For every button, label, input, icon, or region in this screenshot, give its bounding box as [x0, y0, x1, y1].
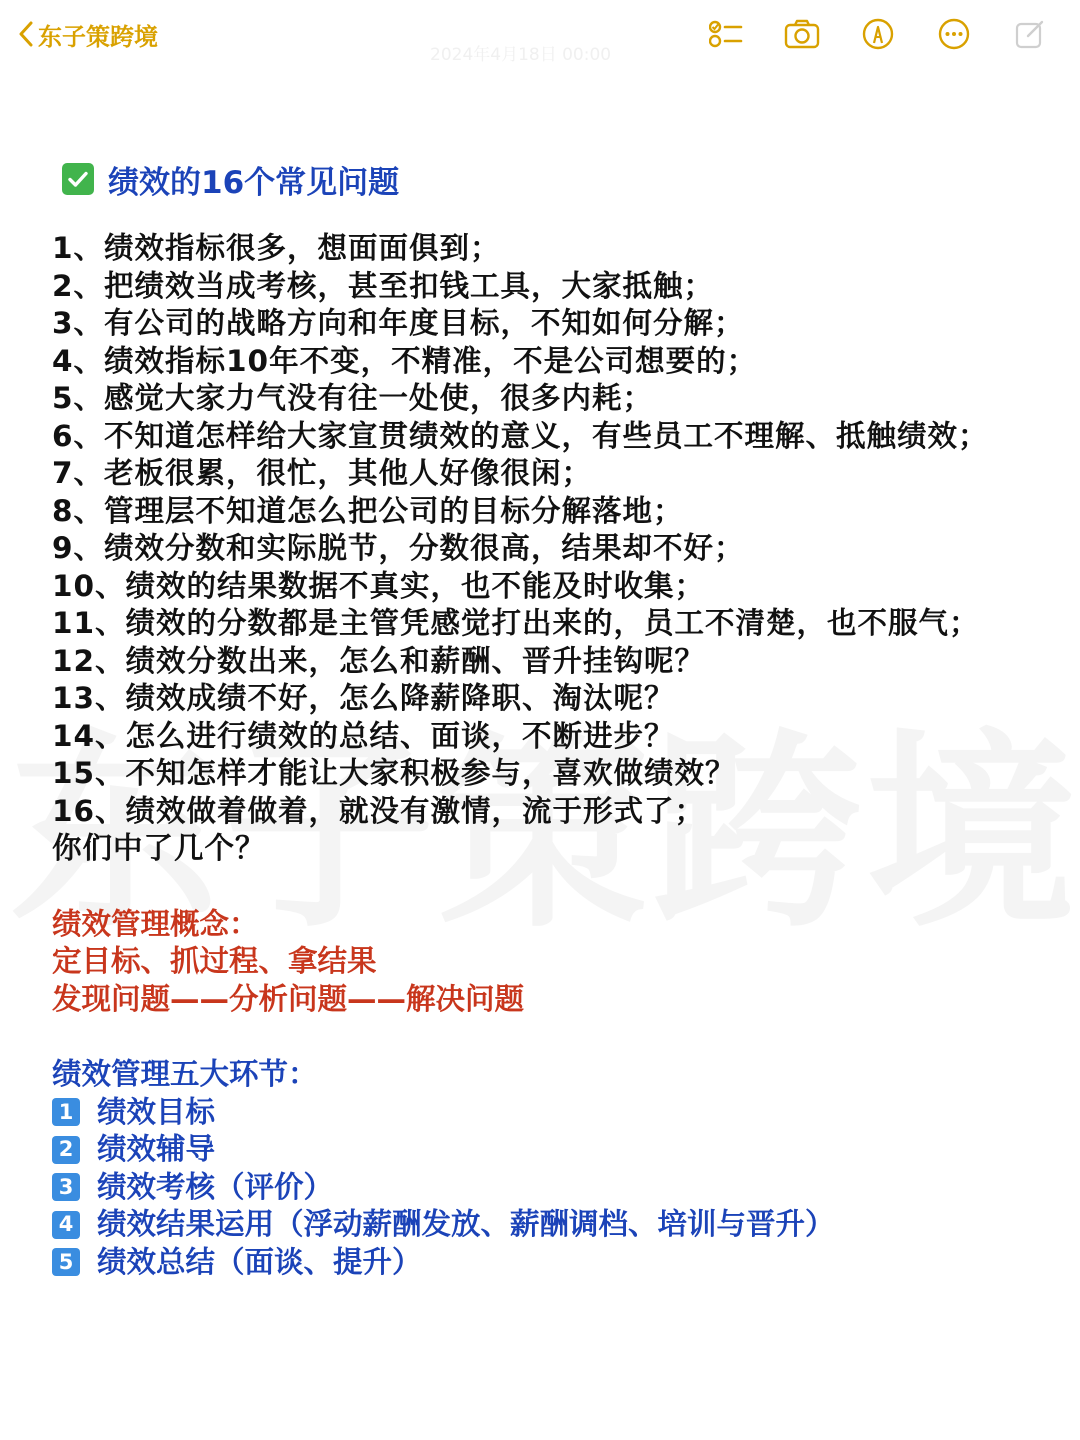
list-item: 12、绩效分数出来，怎么和薪酬、晋升挂钩呢？ [52, 643, 706, 678]
concept-title: 绩效管理概念： [52, 906, 259, 941]
heading-text: 绩效的16个常见问题 [108, 164, 400, 201]
camera-button[interactable] [782, 14, 822, 54]
concept-line: 发现问题——分析问题——解决问题 [52, 981, 525, 1016]
markup-button[interactable] [858, 14, 898, 54]
keycap-number-4-icon: 4 [52, 1211, 80, 1239]
checklist-button[interactable] [706, 14, 746, 54]
step-text: 绩效辅导 [97, 1132, 216, 1166]
step-text: 绩效考核（评价） [97, 1169, 334, 1204]
list-item: 10、绩效的结果数据不真实，也不能及时收集； [52, 568, 706, 603]
list-item: 2、把绩效当成考核，甚至扣钱工具，大家抵触； [52, 268, 715, 303]
list-item: 15、不知怎样才能让大家积极参与，喜欢做绩效？ [52, 756, 736, 790]
concept-line: 定目标、抓过程、拿结果 [52, 944, 377, 978]
five-links-section [52, 1056, 1042, 1281]
list-item [52, 1206, 1042, 1244]
list-item [52, 1094, 1042, 1132]
list-item: 4、绩效指标10年不变，不精准，不是公司想要的； [52, 343, 758, 378]
list-item: 9、绩效分数和实际脱节，分数很高，结果却不好； [52, 531, 745, 565]
concept-section [52, 906, 1042, 1019]
list-item: 8、管理层不知道怎么把公司的目标分解落地； [52, 493, 684, 528]
list-item: 7、老板很累，很忙，其他人好像很闲； [52, 456, 593, 490]
more-button[interactable] [934, 14, 974, 54]
list-item: 11、绩效的分数都是主管凭感觉打出来的，员工不清楚，也不服气； [52, 606, 980, 640]
compose-button[interactable] [1010, 14, 1050, 54]
more-icon [938, 18, 970, 50]
step-text: 绩效总结（面谈、提升） [97, 1244, 422, 1279]
check-mark-icon [62, 163, 94, 195]
list-item: 6、不知道怎样给大家宣贯绩效的意义，有些员工不理解、抵触绩效； [52, 418, 989, 453]
list-item [52, 1131, 1042, 1169]
list-item: 14、怎么进行绩效的总结、面谈，不断进步？ [52, 718, 675, 753]
checklist-icon [709, 19, 743, 49]
top-toolbar [0, 0, 1080, 70]
step-text: 绩效目标 [97, 1094, 216, 1129]
list-item: 5、感觉大家力气没有往一处使，很多内耗； [52, 381, 654, 415]
list-item [52, 1169, 1042, 1207]
closing-question: 你们中了几个？ [52, 831, 266, 865]
step-text: 绩效结果运用（浮动薪酬发放、薪酬调档、培训与晋升） [97, 1207, 835, 1241]
chevron-left-icon [18, 21, 34, 47]
note-date: 2024年4月18日 00:00 [430, 45, 612, 65]
list-item [52, 1244, 1042, 1282]
list-item: 1、绩效指标很多，想面面俱到； [52, 231, 501, 265]
list-item: 16、绩效做着做着，就没有激情，流于形式了； [52, 793, 706, 828]
compose-icon [1014, 18, 1046, 50]
camera-icon [784, 19, 820, 49]
question-list [52, 230, 1042, 868]
keycap-number-1-icon: 1 [52, 1098, 80, 1126]
note-body [52, 155, 1042, 1281]
back-button[interactable] [18, 16, 158, 52]
keycap-number-2-icon: 2 [52, 1136, 80, 1164]
note-heading [62, 155, 1042, 203]
list-item: 13、绩效成绩不好，怎么降薪降职、淘汰呢？ [52, 681, 675, 715]
keycap-number-5-icon: 5 [52, 1248, 80, 1276]
five-links-title: 绩效管理五大环节： [52, 1057, 318, 1091]
list-item: 3、有公司的战略方向和年度目标，不知如何分解； [52, 306, 745, 340]
keycap-number-3-icon: 3 [52, 1173, 80, 1201]
markup-pen-icon [862, 18, 894, 50]
back-label: 东子策跨境 [38, 22, 158, 51]
